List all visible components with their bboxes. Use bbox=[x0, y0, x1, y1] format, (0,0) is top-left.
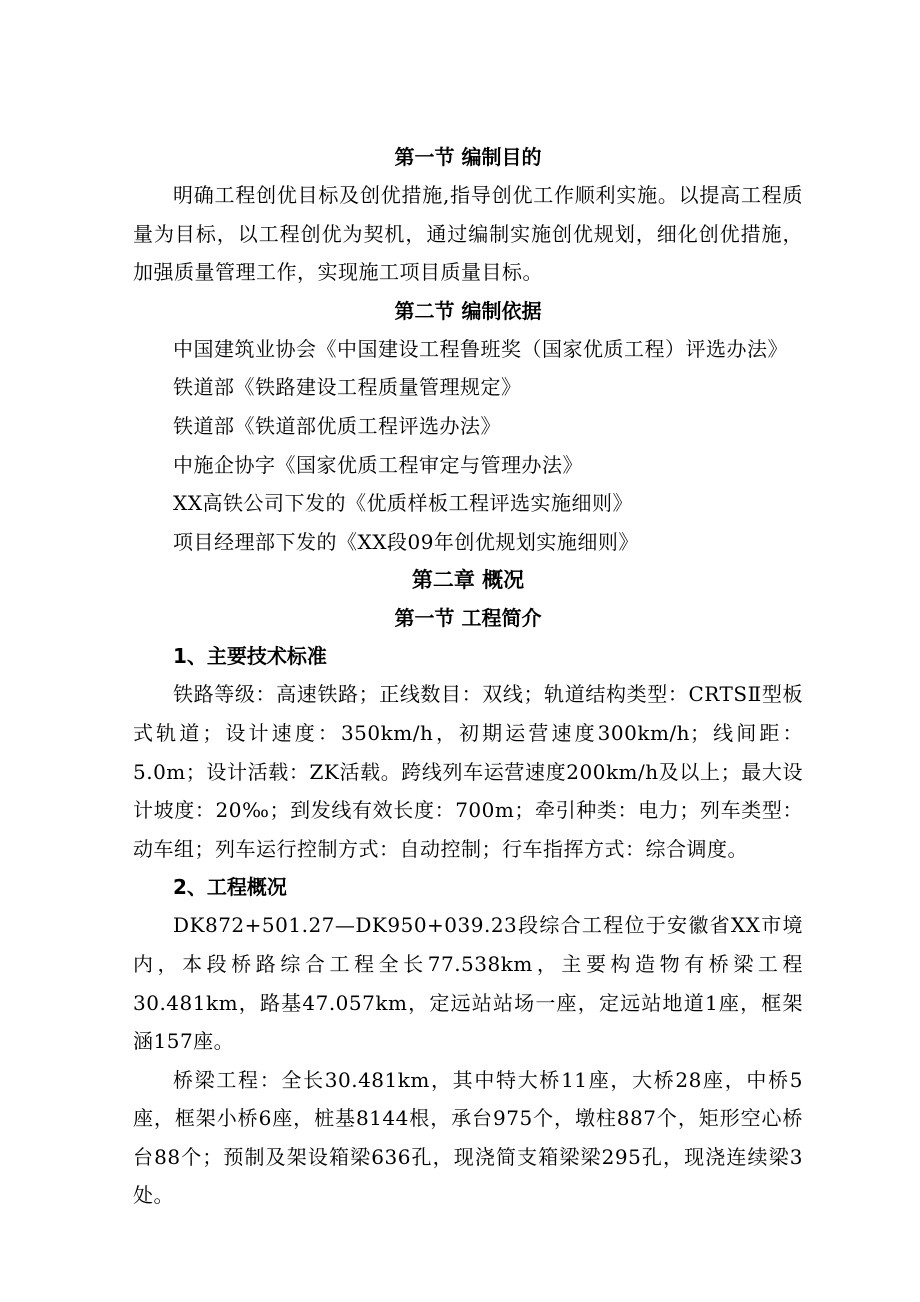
chapter-2-title: 第二章 概况 bbox=[411, 568, 525, 593]
chapter-2-section-1-title: 第一节 工程简介 bbox=[394, 606, 542, 631]
section-1-paragraph: 明确工程创优目标及创优措施,指导创优工作顺利实施。以提高工程质量为目标，以工程创优为契机，通过编制实施创优规划，细化创优措施，加强质量管理工作，实现施工项目质量目标。 bbox=[133, 183, 803, 285]
subsection-2-title: 2、工程概况 bbox=[173, 875, 287, 900]
project-overview-paragraph: DK872+501.27—DK950+039.23段综合工程位于安徽省XX市境内，本段桥路综合工程全长77.538km，主要构造物有桥梁工程30.481km，路基47.057km，定远站站场一座，定远站地道1座，框架涵157座。 bbox=[133, 913, 803, 1054]
basis-item: 铁道部《铁道部优质工程评选办法》 bbox=[173, 413, 501, 438]
document-body bbox=[133, 138, 803, 1215]
technical-standards-paragraph: 铁路等级：高速铁路；正线数目：双线；轨道结构类型：CRTSⅡ型板式轨道；设计速度：350km/h，初期运营速度300km/h；线间距：5.0m；设计活载：ZK活载。跨线列车运营速度200km/h及以上；最大设计坡度：20‰；到发线有效长度：700m；牵引种类：电力；列车类型：动车组；列车运行控制方式：自动控制；行车指挥方式：综合调度。 bbox=[133, 682, 803, 861]
basis-item: XX高铁公司下发的《优质样板工程评选实施细则》 bbox=[173, 491, 633, 516]
basis-item: 铁道部《铁路建设工程质量管理规定》 bbox=[173, 375, 522, 400]
section-2-title: 第二节 编制依据 bbox=[394, 298, 542, 323]
section-1-title: 第一节 编制目的 bbox=[394, 145, 542, 169]
bridge-works-paragraph: 桥梁工程：全长30.481km，其中特大桥11座，大桥28座，中桥5座，框架小桥6座，桩基8144根，承台975个，墩柱887个，矩形空心桥台88个；预制及架设箱梁636孔，现浇简支箱梁梁295孔，现浇连续梁3处。 bbox=[133, 1067, 803, 1208]
basis-item: 中国建筑业协会《中国建设工程鲁班奖（国家优质工程）评选办法》 bbox=[173, 336, 788, 361]
basis-item: 中施企协字《国家优质工程审定与管理办法》 bbox=[173, 452, 583, 477]
basis-item: 项目经理部下发的《XX段09年创优规划实施细则》 bbox=[173, 529, 639, 554]
subsection-1-title: 1、主要技术标准 bbox=[173, 644, 327, 669]
